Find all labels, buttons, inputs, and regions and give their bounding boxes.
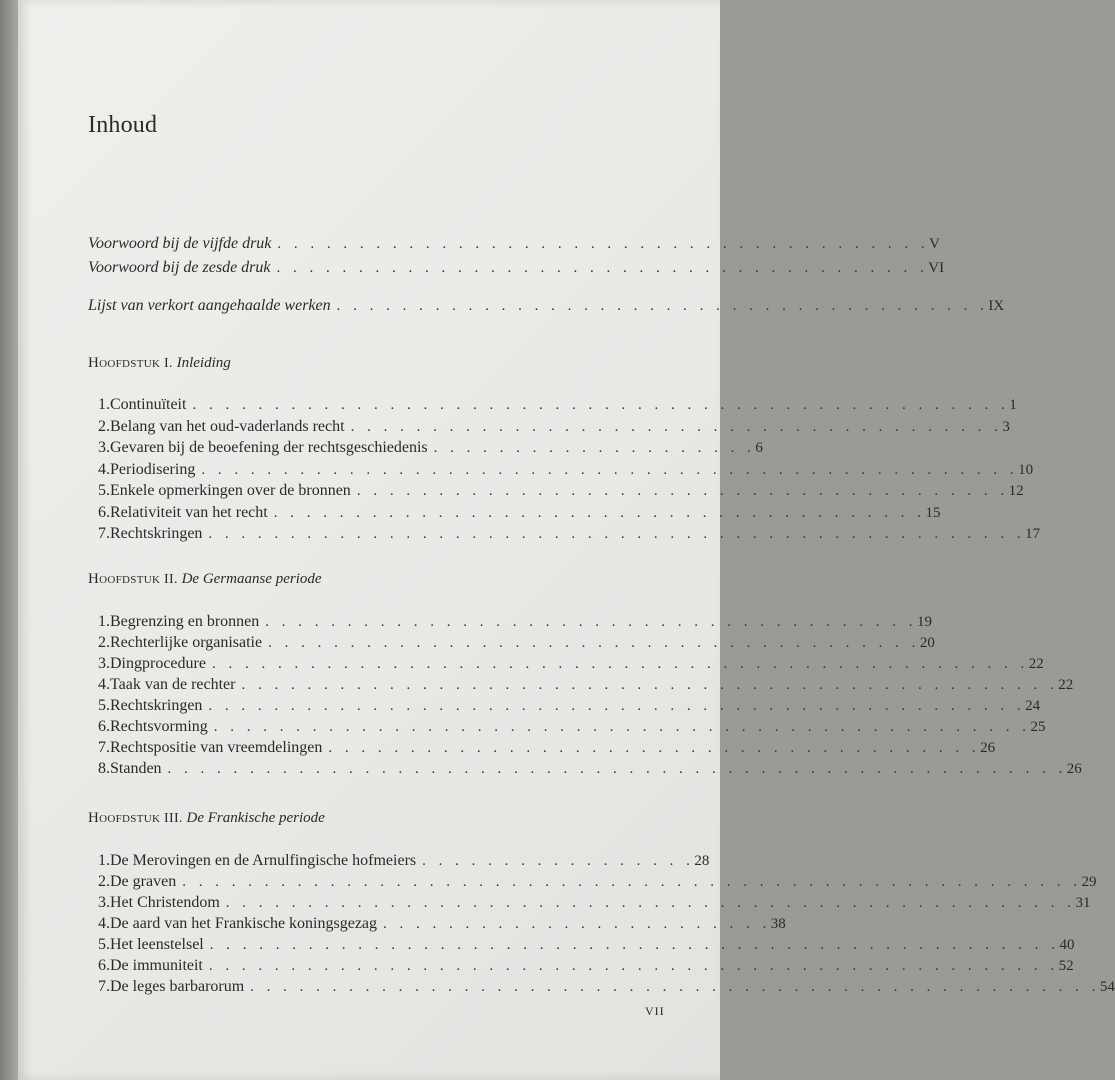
toc-entry-page: 52 — [1058, 958, 1074, 974]
toc-entry-page: 31 — [1075, 895, 1091, 911]
toc-entry-label: Periodisering — [110, 461, 196, 478]
toc-entry-number: 6. — [98, 957, 110, 974]
leader-dots: . . . . . . . . . . . . . . . . . . . . . . . . . . . . . . . . . . . . . . . . . . . . . . . . . . — [201, 462, 1019, 478]
toc-entry-label: Rechterlijke organisatie — [110, 634, 263, 651]
leader-dots: . . . . . . . . . . . . . . . . . . . . . . . . . . . . . . . . . . . . . . . . — [273, 505, 926, 521]
toc-entry — [98, 717, 1046, 737]
toc-entry-label: Rechtskringen — [110, 525, 203, 542]
book-spine-shadow — [0, 0, 18, 1080]
chapter-numeral: II. — [164, 572, 178, 587]
toc-entry-page: 54 — [1099, 979, 1115, 995]
toc-entry-label: Rechtspositie van vreemdelingen — [110, 739, 323, 756]
toc-entry — [98, 956, 1074, 976]
leader-dots: . . . . . . . . . . . . . . . . . . . . . . . . . . . . . . . . . . . . . . . . . . . . . . . . . . — [192, 397, 1010, 413]
leader-dots: . . . . . . . . . . . . . . . . . . . . . . . . . . . . . . . . . . . . . . . . . . . . . . . . . . . . — [209, 937, 1060, 953]
toc-entry — [98, 851, 710, 871]
toc-entry — [98, 612, 933, 632]
toc-entry-number: 4. — [98, 676, 110, 693]
toc-entry-page: 29 — [1081, 874, 1097, 890]
page-folio: VII — [645, 1004, 665, 1018]
toc-entry-page: 24 — [1025, 698, 1041, 714]
toc-entry-label: Gevaren bij de beoefening der rechtsgeschiedenis — [110, 439, 428, 456]
toc-entry-label: Rechtskringen — [110, 697, 203, 714]
toc-entry — [98, 633, 935, 653]
toc-entry — [98, 759, 1082, 779]
leader-dots: . . . . . . . . . . . . . . . . . . . . . . . . . . . . . . . . . . . . . . . . . . . . . . . . . . . . — [225, 895, 1076, 911]
toc-entry-number: 3. — [98, 439, 110, 456]
toc-entry-page: 28 — [694, 853, 710, 869]
toc-entry-page: 15 — [925, 505, 941, 521]
toc-entry — [98, 654, 1044, 674]
toc-entry-number: 3. — [98, 655, 110, 672]
toc-entry — [98, 481, 1024, 501]
toc-entry-label: Taak van de rechter — [110, 676, 236, 693]
page-title: Inhoud — [88, 112, 158, 138]
toc-entry — [98, 935, 1075, 955]
chapter-heading-1 — [88, 355, 231, 372]
leader-dots: . . . . . . . . . . . . . . . . . — [422, 853, 695, 869]
toc-entry-number: 6. — [98, 504, 110, 521]
toc-entry-page: 3 — [1002, 419, 1010, 435]
toc-entry-abbreviations — [88, 296, 1005, 316]
chapter-heading-word: Hoofdstuk — [88, 355, 161, 371]
toc-entry-number: 1. — [98, 613, 110, 630]
toc-entry-number: 2. — [98, 418, 110, 435]
toc-entry-page: 26 — [980, 740, 996, 756]
leader-dots: . . . . . . . . . . . . . . . . . . . . . . . . . . . . . . . . . . . . . . . . . . . . . . . . . . — [241, 677, 1059, 693]
book-page — [18, 0, 1115, 1080]
leader-dots: . . . . . . . . . . . . . . . . . . . . . . . . . . . . . . . . . . . . . . . . — [328, 740, 981, 756]
toc-entry-number: 4. — [98, 915, 110, 932]
toc-entry — [98, 460, 1034, 480]
toc-entry-number: 3. — [98, 894, 110, 911]
leader-dots: . . . . . . . . . . . . . . . . . . . . . . . . . . . . . . . . . . . . . . . . . . . . . . . . . . — [208, 526, 1026, 542]
leader-dots: . . . . . . . . . . . . . . . . . . . . . . . . — [383, 916, 771, 932]
toc-entry-label: De aard van het Frankische koningsgezag — [110, 915, 378, 932]
chapter-name: Inleiding — [176, 355, 231, 371]
toc-entry-label: De graven — [110, 873, 177, 890]
chapter-numeral: III. — [164, 811, 183, 826]
toc-entry-number: 2. — [98, 873, 110, 890]
toc-entry — [98, 438, 763, 458]
toc-entry-label: Het Christendom — [110, 894, 220, 911]
toc-entry-page: 20 — [919, 635, 935, 651]
toc-entry-label: Lijst van verkort aangehaalde werken — [88, 297, 331, 314]
toc-entry-page: 10 — [1018, 462, 1034, 478]
toc-entry-number: 8. — [98, 760, 110, 777]
toc-entry-label: Begrenzing en bronnen — [110, 613, 260, 630]
leader-dots: . . . . . . . . . . . . . . . . . . . . . . . . . . . . . . . . . . . . . . . . . . . . . . . . . . — [213, 719, 1031, 735]
toc-entry — [98, 738, 996, 758]
toc-entry-number: 6. — [98, 718, 110, 735]
toc-entry — [98, 893, 1091, 913]
toc-entry — [98, 696, 1041, 716]
toc-entry-preface-6 — [88, 258, 945, 278]
chapter-heading-word: Hoofdstuk — [88, 571, 161, 587]
toc-entry-page: 17 — [1025, 526, 1041, 542]
leader-dots: . . . . . . . . . . . . . . . . . . . . . . . . . . . . . . . . . . . . . . . . . . . . . . . . . . . . — [208, 958, 1059, 974]
toc-entry-page: 22 — [1028, 656, 1044, 672]
toc-entry-number: 2. — [98, 634, 110, 651]
toc-entry-page: 19 — [917, 614, 933, 630]
leader-dots: . . . . . . . . . . . . . . . . . . . . . . . . . . . . . . . . . . . . . . . . — [277, 236, 930, 252]
leader-dots: . . . . . . . . . . . . . . . . . . . . . . . . . . . . . . . . . . . . . . . . . . . . . . . . . . — [211, 656, 1029, 672]
chapter-heading-2 — [88, 571, 322, 588]
toc-entry-page: 26 — [1066, 761, 1082, 777]
toc-entry-label: De leges barbarorum — [110, 978, 245, 995]
toc-entry — [98, 417, 1010, 437]
toc-entry-number: 7. — [98, 978, 110, 995]
toc-entry-number: 7. — [98, 739, 110, 756]
leader-dots: . . . . . . . . . . . . . . . . . . . . . . . . . . . . . . . . . . . . . . . . . . . . . . . . . . . . . . . — [182, 874, 1082, 890]
toc-entry — [98, 675, 1074, 695]
chapter-name: De Germaanse periode — [181, 571, 322, 587]
toc-entry-page: 40 — [1059, 937, 1075, 953]
toc-entry-label: De immuniteit — [110, 957, 203, 974]
toc-entry — [98, 872, 1097, 892]
toc-entry — [98, 914, 786, 934]
toc-entry-number: 1. — [98, 396, 110, 413]
toc-entry-page: 22 — [1058, 677, 1074, 693]
toc-entry-label: Belang van het oud-vaderlands recht — [110, 418, 345, 435]
toc-entry — [98, 524, 1041, 544]
toc-entry-number: 5. — [98, 697, 110, 714]
chapter-numeral: I. — [164, 356, 173, 371]
leader-dots: . . . . . . . . . . . . . . . . . . . . . . . . . . . . . . . . . . . . . . . . — [350, 419, 1003, 435]
toc-entry-page: 6 — [755, 440, 763, 456]
toc-entry-label: Enkele opmerkingen over de bronnen — [110, 482, 351, 499]
toc-entry-page: 38 — [770, 916, 786, 932]
chapter-heading-3 — [88, 810, 325, 827]
toc-entry-label: Continuïteit — [110, 396, 187, 413]
toc-entry-page: 1 — [1009, 397, 1017, 413]
toc-entry-page: VI — [928, 260, 945, 276]
chapter-name: De Frankische periode — [186, 810, 325, 826]
leader-dots: . . . . . . . . . . . . . . . . . . . . . . . . . . . . . . . . . . . . . . . . . . . . . . . . . . . . . . . — [167, 761, 1067, 777]
toc-entry-number: 7. — [98, 525, 110, 542]
leader-dots: . . . . . . . . . . . . . . . . . . . . . . . . . . . . . . . . . . . . . . . . . . . . . . . . . . — [208, 698, 1026, 714]
toc-entry-label: Dingprocedure — [110, 655, 206, 672]
toc-entry-label: De Merovingen en de Arnulfingische hofmeiers — [110, 852, 417, 869]
toc-entry — [98, 977, 1115, 997]
toc-entry-page: 12 — [1008, 483, 1024, 499]
toc-entry — [98, 503, 941, 523]
leader-dots: . . . . . . . . . . . . . . . . . . . . . . . . . . . . . . . . . . . . . . . . — [265, 614, 918, 630]
toc-entry-number: 4. — [98, 461, 110, 478]
toc-entry-label: Voorwoord bij de vijfde druk — [88, 235, 272, 252]
toc-entry-label: Voorwoord bij de zesde druk — [88, 259, 271, 276]
toc-entry-page: 25 — [1030, 719, 1046, 735]
toc-entry-number: 1. — [98, 852, 110, 869]
leader-dots: . . . . . . . . . . . . . . . . . . . . . . . . . . . . . . . . . . . . . . . . — [268, 635, 920, 651]
toc-entry-label: Standen — [110, 760, 162, 777]
toc-entry-page: IX — [988, 298, 1005, 314]
toc-entry-label: Rechtsvorming — [110, 718, 208, 735]
toc-entry-label: Relativiteit van het recht — [110, 504, 268, 521]
leader-dots: . . . . . . . . . . . . . . . . . . . . . . . . . . . . . . . . . . . . . . . . . . . . . . . . . . . . — [250, 979, 1100, 995]
leader-dots: . . . . . . . . . . . . . . . . . . . . . . . . . . . . . . . . . . . . . . . . — [356, 483, 1009, 499]
toc-entry — [98, 395, 1017, 415]
leader-dots: . . . . . . . . . . . . . . . . . . . . — [433, 440, 756, 456]
toc-entry-number: 5. — [98, 936, 110, 953]
leader-dots: . . . . . . . . . . . . . . . . . . . . . . . . . . . . . . . . . . . . . . . . — [336, 298, 989, 314]
chapter-heading-word: Hoofdstuk — [88, 810, 161, 826]
toc-entry-number: 5. — [98, 482, 110, 499]
toc-entry-preface-5 — [88, 234, 940, 254]
leader-dots: . . . . . . . . . . . . . . . . . . . . . . . . . . . . . . . . . . . . . . . . — [276, 260, 929, 276]
toc-entry-page: V — [929, 236, 940, 252]
toc-entry-label: Het leenstelsel — [110, 936, 204, 953]
